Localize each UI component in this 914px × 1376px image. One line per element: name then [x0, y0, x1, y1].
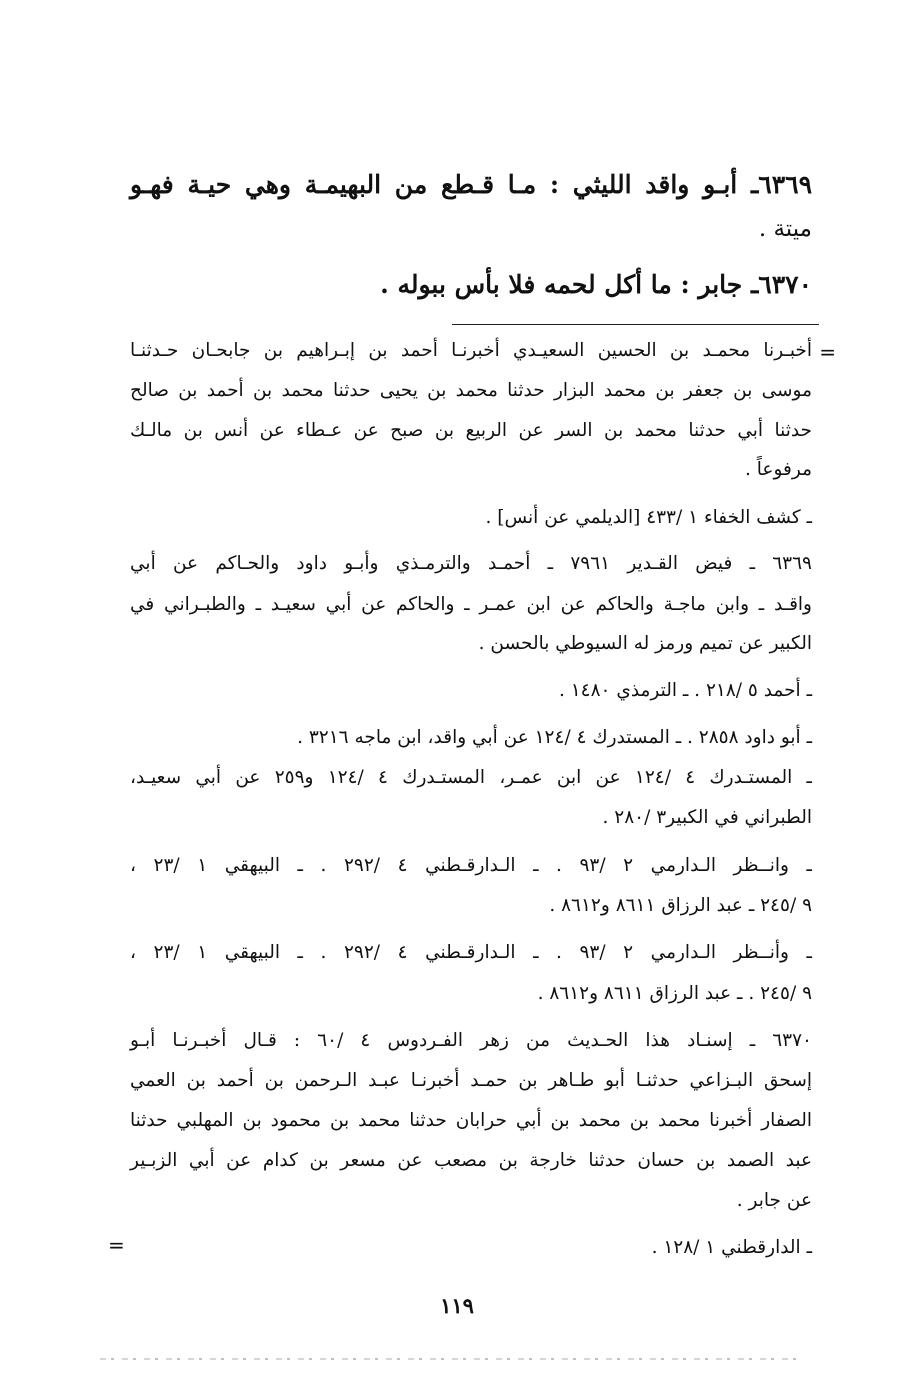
- entry-number: ٦٣٧٠: [758, 270, 812, 299]
- footnote-line: عبد الصمد بن حسان حدثنا خارجة بن مصعب عن مسعر بن كدام عن أبي الزبـير: [130, 1150, 812, 1171]
- footnote-line: ٩ /٢٤٥ . ـ عبد الرزاق ٨٦١١ و٨٦١٢ .: [537, 983, 812, 1004]
- footnote-line: الطبراني في الكبير٣ /٢٨٠ .: [602, 807, 812, 828]
- footnote-separator: [452, 324, 819, 325]
- scan-artifact-line: [100, 1358, 800, 1360]
- footnote-line: ٩ /٢٤٥ ـ عبد الرزاق ٨٦١١ و٨٦١٢ .: [549, 895, 812, 916]
- footnote-line: الكبير عن تميم ورمز له السيوطي بالحسن .: [478, 633, 812, 654]
- footnote-line: ـ المستـدرك ٤ /١٢٤ عن ابن عمـر، المستـدرك ٤ /١٢٤ و٢٥٩ عن أبي سعيـد،: [130, 767, 812, 788]
- main-entry-6370: [380, 270, 812, 299]
- page-number: ١١٩: [440, 1293, 474, 1318]
- footnote-line: عن جابر .: [736, 1190, 812, 1211]
- footnote-line: ـ الدارقطني ١ /١٢٨ .: [651, 1237, 812, 1258]
- footnote-line: ٦٣٦٩ ـ فيض القـدير ٧٩٦١ ـ أحمـد والترمـذي وأبـو داود والحـاكم عن أبي: [130, 553, 812, 574]
- footnote-line: حدثنا أبي حدثنا محمد بن السر عن الربيع بن صبح عن عـطاء عن أنس بن مالـك: [130, 420, 812, 441]
- footnote-line: واقـد ـ وابن ماجـة والحاكم عن ابن عمـر ـ والحاكم عن أبي سعيـد ـ والطبـراني في: [130, 594, 812, 615]
- main-entry-6369-line2: ميتة .: [758, 216, 812, 242]
- footnote-line: ـ وانــظر الـدارمي ٢ /٩٣ . ـ الـدارقـطني ٤ /٢٩٢ . ـ البيهقي ١ /٢٣ ،: [130, 855, 812, 876]
- footnote-line: ـ وأنــظر الـدارمي ٢ /٩٣ . ـ الـدارقـطني ٤ /٢٩٢ . ـ البيهقي ١ /٢٣ ،: [130, 942, 812, 963]
- footnote-line: مرفوعاً .: [745, 459, 812, 480]
- entry-text: ـ أبـو واقد الليثي : مـا قـطع من البهيمـة وهي حيـة فهـو: [130, 170, 759, 199]
- footnote-line: ـ أبو داود ٢٨٥٨ . ـ المستدرك ٤ /١٢٤ عن أبي واقد، ابن ماجه ٣٢١٦ .: [297, 727, 812, 748]
- continuation-marker-top: =: [819, 340, 836, 364]
- footnote-line: موسى بن جعفر بن محمد البزار حدثنا محمد بن يحيى حدثنا محمد بن أحمد بن صالح: [130, 380, 812, 401]
- footnote-line: أخبـرنا محمـد بن الحسين السعيـدي أخبرنـا أحمد بن إبـراهيم بن جابحـان حـدثنـا: [130, 340, 812, 361]
- footnote-line: ـ كشف الخفاء ١ /٤٣٣ [الديلمي عن أنس] .: [485, 507, 812, 528]
- footnote-line: ـ أحمد ٥ /٢١٨ . ـ الترمذي ١٤٨٠ .: [558, 680, 812, 701]
- footnote-line: ٦٣٧٠ ـ إسنـاد هذا الحـديث من زهر الفـردوس ٤ /٦٠ : قـال أخبـرنـا أبـو: [130, 1030, 812, 1051]
- entry-text: ـ جابر : ما أكل لحمه فلا بأس ببوله .: [380, 270, 759, 299]
- main-entry-6369-line1: [130, 170, 812, 199]
- entry-number: ٦٣٦٩: [758, 170, 812, 199]
- continuation-marker-bottom: =: [108, 1233, 125, 1257]
- footnote-line: إسحق البـزاعي حدثنـا أبو طـاهر بن حمـد أخبرنـا عبـد الـرحمن بن أحمد بن العمي: [130, 1070, 812, 1091]
- footnote-line: الصفار أخبرنا محمد بن محمد بن أبي حرابان حدثنا محمد بن محمود بن المهلبي حدثنا: [130, 1110, 812, 1131]
